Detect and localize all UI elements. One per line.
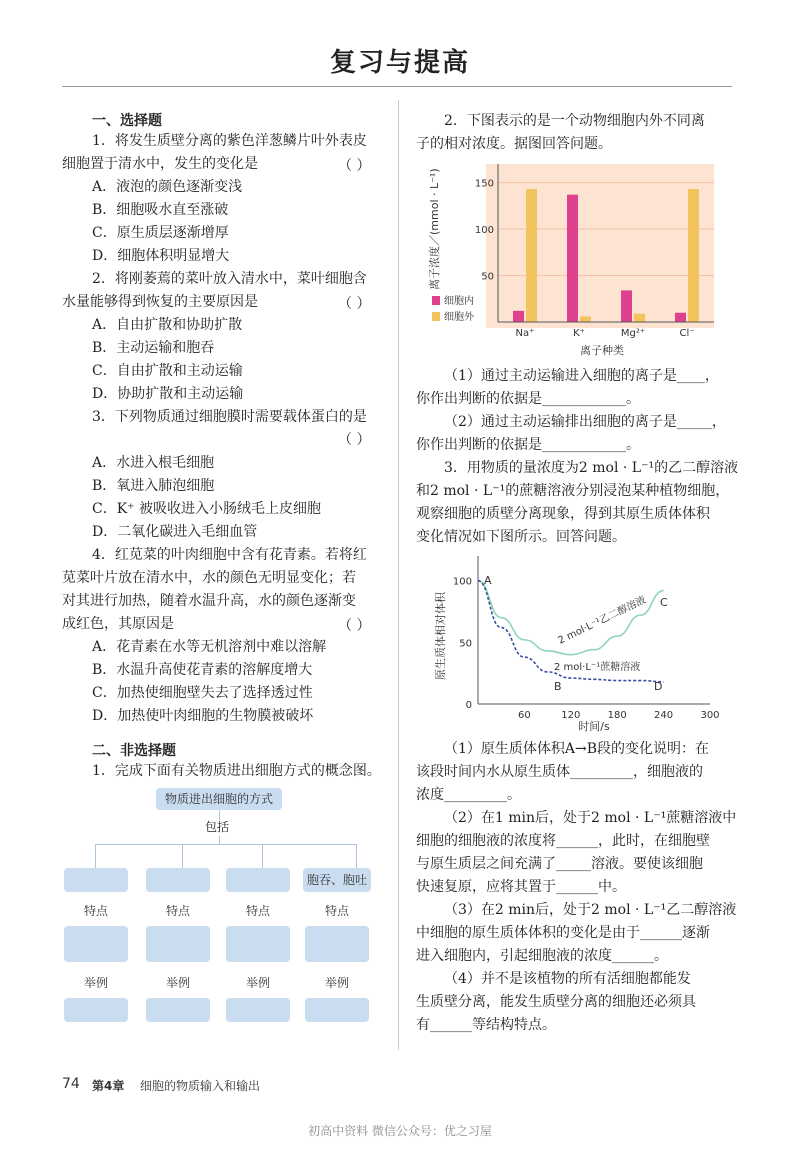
q4-option-c: C．加热使细胞壁失去了选择透过性 — [92, 685, 313, 701]
nq1-text: 1．完成下面有关物质进出细胞方式的概念图。 — [92, 763, 381, 779]
connector — [95, 844, 356, 845]
y-tick-labels — [453, 577, 472, 711]
q2-answer-bracket: （ ） — [338, 296, 371, 312]
feature-label: 特点 — [83, 904, 108, 918]
x-tick-label: K⁺ — [573, 328, 585, 339]
chapter-title: 细胞的物质输入和输出 — [140, 1079, 261, 1093]
rq2-sub1-line2: 你作出判断的依据是____________。 — [416, 391, 640, 407]
rq3-sub2-line2: 细胞的细胞液的浓度将______，此时，在细胞壁 — [416, 833, 710, 849]
chapter-number: 第4章 — [92, 1079, 125, 1093]
rq3-line3: 观察细胞的质壁分离现象，得到其原生质体体积 — [416, 506, 710, 522]
bar-inside — [513, 311, 524, 322]
header-divider — [62, 86, 732, 87]
section-heading-choice: 一、选择题 — [92, 113, 162, 129]
q1-answer-bracket: （ ） — [338, 158, 371, 174]
x-tick-label: 180 — [607, 710, 627, 721]
q1-option-a: A．液泡的颜色逐渐变浅 — [92, 179, 243, 195]
feature-blank-1 — [64, 926, 128, 962]
y-tick-label: 0 — [465, 700, 472, 711]
q2-option-a: A．自由扩散和协助扩散 — [92, 317, 243, 333]
concept-blank-2 — [146, 868, 210, 892]
rq2-line1: 2．下图表示的是一个动物细胞内外不同离 — [444, 113, 705, 129]
connector — [356, 844, 357, 868]
q2-option-b: B．主动运输和胞吞 — [92, 340, 215, 356]
x-tick-label: Mg²⁺ — [620, 328, 646, 339]
ion-concentration-chart — [418, 160, 718, 360]
q2-option-c: C．自由扩散和主动运输 — [92, 363, 243, 379]
q4-option-d: D．加热使叶肉细胞的生物膜被破坏 — [92, 708, 314, 724]
example-label: 举例 — [245, 976, 270, 990]
feature-blank-2 — [146, 926, 210, 962]
concept-blank-3 — [226, 868, 290, 892]
feature-label: 特点 — [324, 904, 349, 918]
q4-option-a: A．花青素在水等无机溶剂中难以溶解 — [92, 639, 327, 655]
point-label-d: D — [654, 680, 663, 693]
x-axis-label: 时间/s — [578, 720, 610, 733]
q2-option-d: D．协助扩散和主动运输 — [92, 386, 244, 402]
example-blank-3 — [226, 998, 290, 1022]
x-tick-label: 300 — [700, 710, 720, 721]
bar-outside — [688, 189, 699, 322]
q1-option-c: C．原生质层逐渐增厚 — [92, 225, 229, 241]
example-blank-1 — [64, 998, 128, 1022]
x-tick-labels — [516, 328, 695, 339]
bar-inside — [675, 313, 686, 322]
q3-answer-bracket: （ ） — [338, 432, 371, 448]
y-tick-label: 100 — [452, 576, 472, 588]
y-tick-label: 50 — [481, 271, 494, 283]
point-label-c: C — [660, 596, 668, 609]
bar-inside — [567, 195, 578, 322]
rq3-sub4-line1: （4）并不是该植物的所有活细胞都能发 — [444, 971, 691, 987]
page-number: 74 — [62, 1076, 80, 1092]
chart-background — [486, 164, 714, 328]
rq3-sub3-line2: 中细胞的原生质体体积的变化是由于______逐渐 — [416, 925, 710, 941]
rq3-sub1-line2: 该段时间内水从原生质体_________，细胞液的 — [416, 764, 703, 780]
rq3-sub1-line3: 浓度_________。 — [416, 787, 521, 803]
x-tick-label: 60 — [518, 710, 531, 721]
x-tick-labels — [518, 710, 720, 721]
feature-label: 特点 — [165, 904, 190, 918]
example-blank-4 — [305, 998, 369, 1022]
concept-map-root: 物质进出细胞的方式 — [156, 788, 282, 810]
q3-line1: 3．下列物质通过细胞膜时需要载体蛋白的是 — [92, 409, 367, 425]
feature-blank-3 — [226, 926, 290, 962]
bar-outside — [526, 189, 537, 322]
legend-swatch-outside — [432, 312, 440, 321]
example-blank-2 — [146, 998, 210, 1022]
q4-line2: 苋菜叶片放在清水中，水的颜色无明显变化；若 — [62, 570, 356, 586]
rq2-sub1-line1: （1）通过主动运输进入细胞的离子是____， — [444, 368, 719, 384]
y-axis-label: 原生质体相对体积 — [434, 592, 447, 680]
q4-line4: 成红色，其原因是 — [62, 616, 174, 632]
feature-label: 特点 — [245, 904, 270, 918]
connector — [262, 844, 263, 868]
y-axis-label: 离子浓度／(mmol · L⁻¹) — [428, 168, 441, 290]
page-title: 复习与提高 — [329, 48, 470, 78]
bar-inside — [621, 290, 632, 322]
rq3-line4: 变化情况如下图所示。回答问题。 — [416, 529, 626, 545]
y-tick-label: 150 — [474, 178, 494, 190]
legend-swatch-inside — [432, 296, 440, 305]
q1-line2: 细胞置于清水中，发生的变化是 — [62, 156, 258, 172]
q2-line2: 水量能够得到恢复的主要原因是 — [62, 294, 258, 310]
line-series-glycol — [478, 581, 664, 655]
legend-label-inside: 细胞内 — [444, 296, 474, 307]
q3-option-a: A．水进入根毛细胞 — [92, 455, 215, 471]
y-tick-label: 100 — [474, 225, 494, 237]
q4-line3: 对其进行加热，随着水温升高，水的颜色逐渐变 — [62, 593, 356, 609]
q2-line1: 2．将刚萎蔫的菜叶放入清水中，菜叶细胞含 — [92, 271, 367, 287]
include-label: 包括 — [205, 820, 230, 834]
concept-box-endo-exocytosis: 胞吞、胞吐 — [303, 868, 371, 892]
y-tick-label: 50 — [459, 638, 472, 650]
q4-line1: 4．红苋菜的叶肉细胞中含有花青素。若将红 — [92, 547, 367, 563]
x-tick-label: 120 — [561, 710, 581, 721]
bar-outside — [580, 316, 591, 322]
column-divider — [398, 100, 399, 1050]
example-label: 举例 — [324, 976, 349, 990]
example-label: 举例 — [165, 976, 190, 990]
protoplast-volume-chart — [420, 552, 720, 734]
rq3-sub4-line2: 生质壁分离，能发生质壁分离的细胞还必须具 — [416, 994, 696, 1010]
x-tick-label: 240 — [654, 710, 674, 721]
q1-line1: 1．将发生质壁分离的紫色洋葱鳞片叶外表皮 — [92, 133, 367, 149]
legend-label-outside: 细胞外 — [444, 312, 474, 323]
x-tick-label: Na⁺ — [515, 328, 535, 339]
watermark-text: 初高中资料 微信公众号：优之习屋 — [308, 1124, 492, 1138]
q1-option-b: B．细胞吸水直至涨破 — [92, 202, 229, 218]
concept-blank-1 — [64, 868, 128, 892]
series-label-sucrose: 2 mol·L⁻¹蔗糖溶液 — [554, 662, 641, 673]
q3-option-b: B．氧进入肺泡细胞 — [92, 478, 215, 494]
connector — [182, 844, 183, 868]
rq3-sub2-line4: 快速复原，应将其置于______中。 — [416, 879, 626, 895]
rq3-sub2-line3: 与原生质层之间充满了_____溶液。要使该细胞 — [416, 856, 703, 872]
rq3-line2: 和2 mol · L⁻¹的蔗糖溶液分别浸泡某种植物细胞， — [416, 483, 730, 499]
rq3-sub2-line1: （2）在1 min后，处于2 mol · L⁻¹蔗糖溶液中 — [444, 810, 737, 826]
rq3-sub1-line1: （1）原生质体体积A→B段的变化说明：在 — [444, 741, 710, 757]
q4-option-b: B．水温升高使花青素的溶解度增大 — [92, 662, 313, 678]
connector — [219, 836, 220, 844]
section-heading-nonchoice: 二、非选择题 — [92, 743, 176, 759]
point-label-a: A — [484, 574, 492, 587]
rq3-sub3-line3: 进入细胞内，引起细胞液的浓度______。 — [416, 948, 668, 964]
q3-option-c: C．K⁺ 被吸收进入小肠绒毛上皮细胞 — [92, 501, 322, 517]
rq3-sub3-line1: （3）在2 min后，处于2 mol · L⁻¹乙二醇溶液 — [444, 902, 737, 918]
q4-answer-bracket: （ ） — [338, 618, 371, 634]
x-tick-label: Cl⁻ — [679, 328, 695, 339]
rq3-line1: 3．用物质的量浓度为2 mol · L⁻¹的乙二醇溶液 — [444, 460, 739, 476]
q3-option-d: D．二氧化碳进入毛细血管 — [92, 524, 258, 540]
x-axis-label: 离子种类 — [580, 344, 624, 357]
series-label-glycol: 2 mol·L⁻¹乙二醇溶液 — [556, 594, 648, 647]
connector — [95, 844, 96, 868]
bar-outside — [634, 314, 645, 322]
example-label: 举例 — [83, 976, 108, 990]
feature-blank-4 — [305, 926, 369, 962]
rq2-sub2-line1: （2）通过主动运输排出细胞的离子是_____， — [444, 414, 726, 430]
rq2-sub2-line2: 你作出判断的依据是____________。 — [416, 437, 640, 453]
q1-option-d: D．细胞体积明显增大 — [92, 248, 230, 264]
rq3-sub4-line3: 有______等结构特点。 — [416, 1017, 556, 1033]
rq2-line2: 子的相对浓度。据图回答问题。 — [416, 136, 612, 152]
point-label-b: B — [554, 680, 562, 693]
